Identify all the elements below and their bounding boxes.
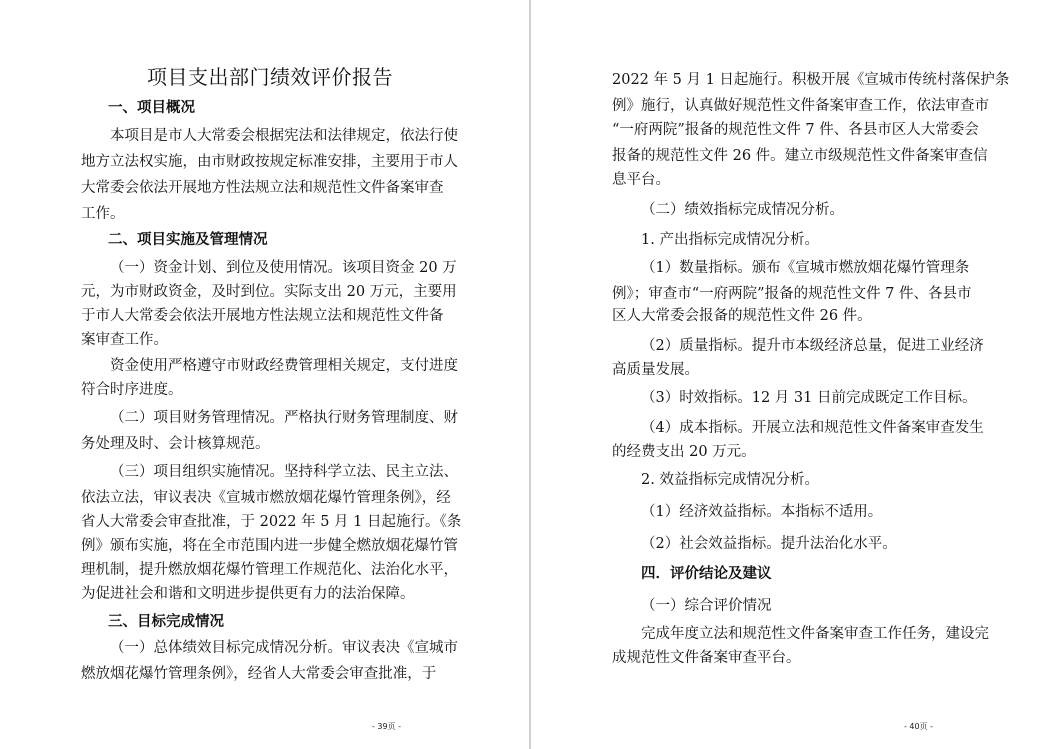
section-heading: 一、项目概况 [108, 100, 195, 116]
paragraph-line: （一）总体绩效目标完成情况分析。审议表决《宣城市 [110, 640, 458, 656]
paragraph-line: （2）质量指标。提升市本级经济总量，促进工业经济 [641, 338, 984, 354]
section-heading: 三、目标完成情况 [108, 614, 224, 630]
paragraph-line: （一）资金计划、到位及使用情况。该项目资金 20 万 [110, 260, 457, 276]
paragraph-line: 依法立法，审议表决《宣城市燃放烟花爆竹管理条例》，经 [81, 490, 451, 506]
paragraph-line: 区人大常委会报备的规范性文件 26 件。 [612, 308, 872, 324]
paragraph-line: 资金使用严格遵守市财政经费管理相关规定，支付进度 [110, 358, 458, 374]
paragraph-line: 报备的规范性文件 26 件。建立市级规范性文件备案审查信 [612, 148, 988, 164]
paragraph-line: 地方立法权实施，由市财政按规定标准安排，主要用于市人 [81, 154, 458, 170]
paragraph-line: 省人大常委会审查批准，于 2022 年 5 月 1 日起施行。《条 [81, 514, 462, 530]
paragraph-line: 高质量发展。 [612, 362, 699, 378]
paragraph-line: 理机制，提升燃放烟花爆竹管理工作规范化、法治化水平， [81, 562, 458, 578]
paragraph-line: （一）综合评价情况 [641, 598, 772, 614]
report-title: 项目支出部门绩效评价报告 [147, 65, 393, 89]
page-number: - 39页 - [372, 722, 402, 731]
right-page [531, 0, 1061, 749]
paragraph-line: （4）成本指标。开展立法和规范性文件备案审查发生 [641, 420, 984, 436]
left-page [0, 0, 529, 749]
paragraph-line: （3）时效指标。12 月 31 日前完成既定工作目标。 [641, 390, 977, 406]
paragraph-line: 1. 产出指标完成情况分析。 [641, 232, 819, 248]
paragraph-line: 2. 效益指标完成情况分析。 [641, 472, 819, 488]
paragraph-line: 例》颁布实施，将在全市范围内进一步健全燃放烟花爆竹管 [81, 538, 458, 554]
paragraph-line: 于市人大常委会依法开展地方性法规立法和规范性文件备 [81, 308, 444, 324]
paragraph-line: （三）项目组织实施情况。坚持科学立法、民主立法、 [110, 464, 458, 480]
paragraph-line: 务处理及时、会计核算规范。 [81, 436, 270, 452]
paragraph-line: （二）项目财务管理情况。严格执行财务管理制度、财 [110, 410, 458, 426]
paragraph-line: 成规范性文件备案审查平台。 [612, 650, 801, 666]
paragraph-line: 大常委会依法开展地方性法规立法和规范性文件备案审查 [81, 180, 444, 196]
paragraph-line: 完成年度立法和规范性文件备案审查工作任务，建设完 [641, 626, 989, 642]
section-heading: 四．评价结论及建议 [641, 566, 772, 582]
paragraph-line: 息平台。 [612, 172, 670, 188]
paragraph-line: 燃放烟花爆竹管理条例》，经省人大常委会审查批准，于 [81, 666, 437, 682]
page-number: - 40页 - [904, 722, 934, 731]
paragraph-line: 为促进社会和谐和文明进步提供更有力的法治保障。 [81, 586, 415, 602]
paragraph-line: 元，为市财政资金，及时到位。实际支出 20 万元，主要用 [81, 284, 457, 300]
paragraph-line: 工作。 [81, 206, 125, 222]
paragraph-line: “一府两院”报备的规范性文件 7 件、各县市区人大常委会 [612, 122, 979, 138]
paragraph-line: 符合时序进度。 [81, 382, 183, 398]
paragraph-line: 2022 年 5 月 1 日起施行。积极开展《宣城市传统村落保护条 [612, 72, 1010, 88]
section-heading: 二、项目实施及管理情况 [108, 232, 268, 248]
paragraph-line: 例》；审查市“一府两院”报备的规范性文件 7 件、各县市 [612, 286, 972, 302]
paragraph-line: 例》施行，认真做好规范性文件备案审查工作，依法审查市 [612, 98, 989, 114]
paragraph-line: 案审查工作。 [81, 332, 168, 348]
paragraph-line: （1）数量指标。颁布《宣城市燃放烟花爆竹管理条 [641, 260, 970, 276]
paragraph-line: （2）社会效益指标。提升法治化水平。 [641, 536, 897, 552]
paragraph-line: （1）经济效益指标。本指标不适用。 [641, 504, 883, 520]
paragraph-line: （二）绩效指标完成情况分析。 [641, 202, 844, 218]
paragraph-line: 的经费支出 20 万元。 [612, 444, 756, 460]
paragraph-line: 本项目是市人大常委会根据宪法和法律规定，依法行使 [110, 128, 458, 144]
